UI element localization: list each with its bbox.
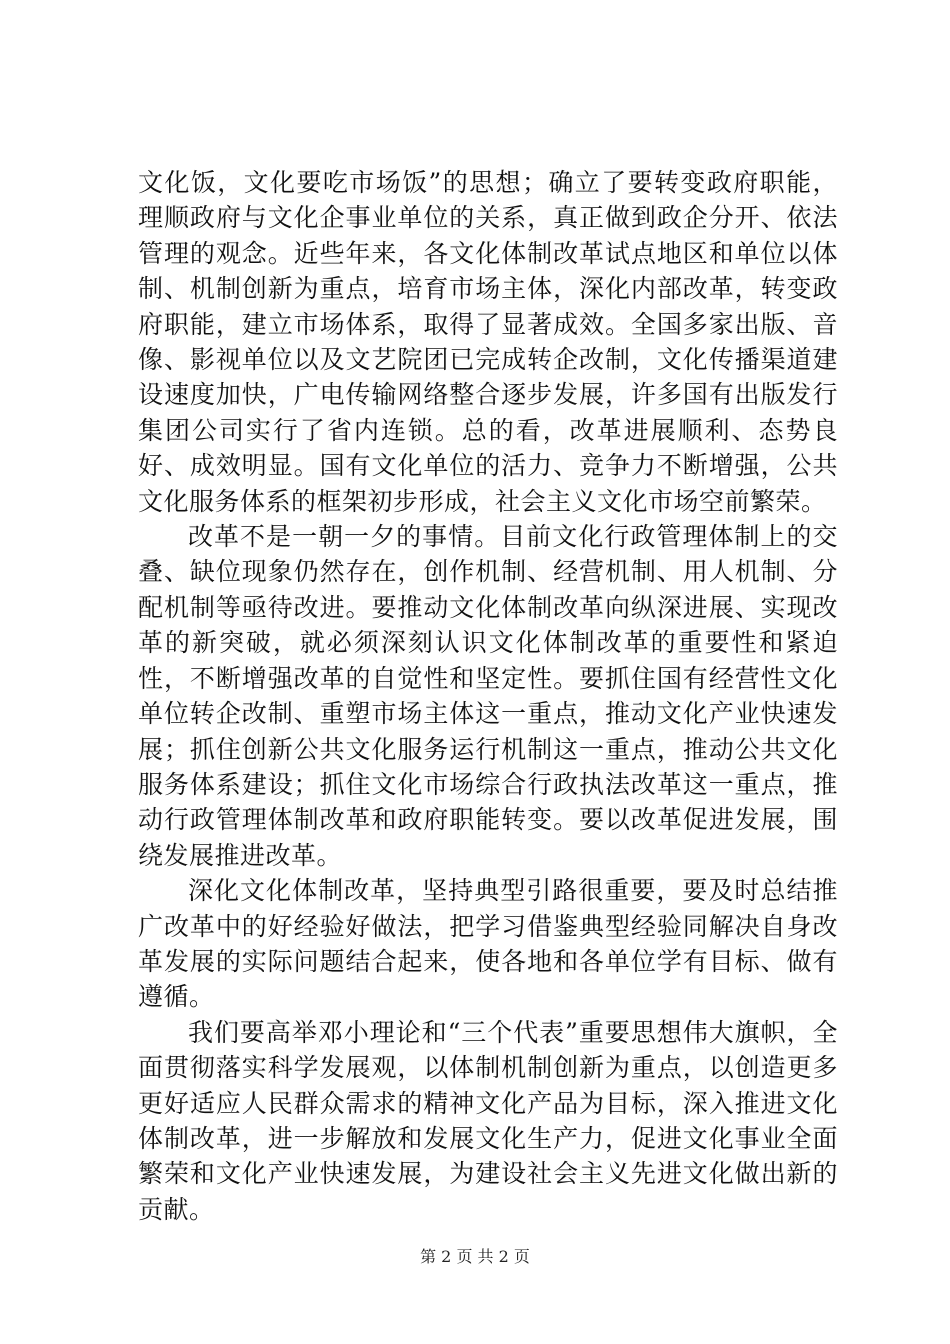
paragraph: 我们要高举邓小理论和“三个代表”重要思想伟大旗帜，全面贯彻落实科学发展观，以体制机制创新为重点，以创造更多更好适应人民群众需求的精神文化产品为目标，深入推进文化体制改革，进一步解放和发展文化生产力，促进文化事业全面繁荣和文化产业快速发展，为建设社会主义先进文化做出新的贡献。 [138,1017,838,1224]
paragraph: 深化文化体制改革，坚持典型引路很重要，要及时总结推广改革中的好经验好做法，把学习借鉴典型经验同解决自身改革发展的实际问题结合起来，使各地和各单位学有目标、做有遵循。 [138,876,838,1012]
page-number-footer: 第 2 页 共 2 页 [420,1247,530,1266]
paragraph-continued: 文化饭，文化要吃市场饭”的思想；确立了要转变政府职能，理顺政府与文化企事业单位的关系，真正做到政企分开、依法管理的观念。近些年来，各文化体制改革试点地区和单位以体制、机制创新为重点，培育市场主体，深化内部改革，转变政府职能，建立市场体系，取得了显著成效。全国多家出版、音像、影视单位以及文艺院团已完成转企改制，文化传播渠道建设速度加快，广电传输网络整合逐步发展，许多国有出版发行集团公司实行了省内连锁。总的看，改革进展顺利、态势良好、成效明显。国有文化单位的活力、竞争力不断增强，公共文化服务体系的框架初步形成，社会主义文化市场空前繁荣。 [138,168,838,516]
document-body [138,165,838,1227]
paragraph: 改革不是一朝一夕的事情。目前文化行政管理体制上的交叠、缺位现象仍然存在，创作机制、经营机制、用人机制、分配机制等亟待改进。要推动文化体制改革向纵深进展、实现改革的新突破，就必须深刻认识文化体制改革的重要性和紧迫性，不断增强改革的自觉性和坚定性。要抓住国有经营性文化单位转企改制、重塑市场主体这一重点，推动文化产业快速发展；抓住创新公共文化服务运行机制这一重点，推动公共文化服务体系建设；抓住文化市场综合行政执法改革这一重点，推动行政管理体制改革和政府职能转变。要以改革促进发展，围绕发展推进改革。 [138,522,838,870]
